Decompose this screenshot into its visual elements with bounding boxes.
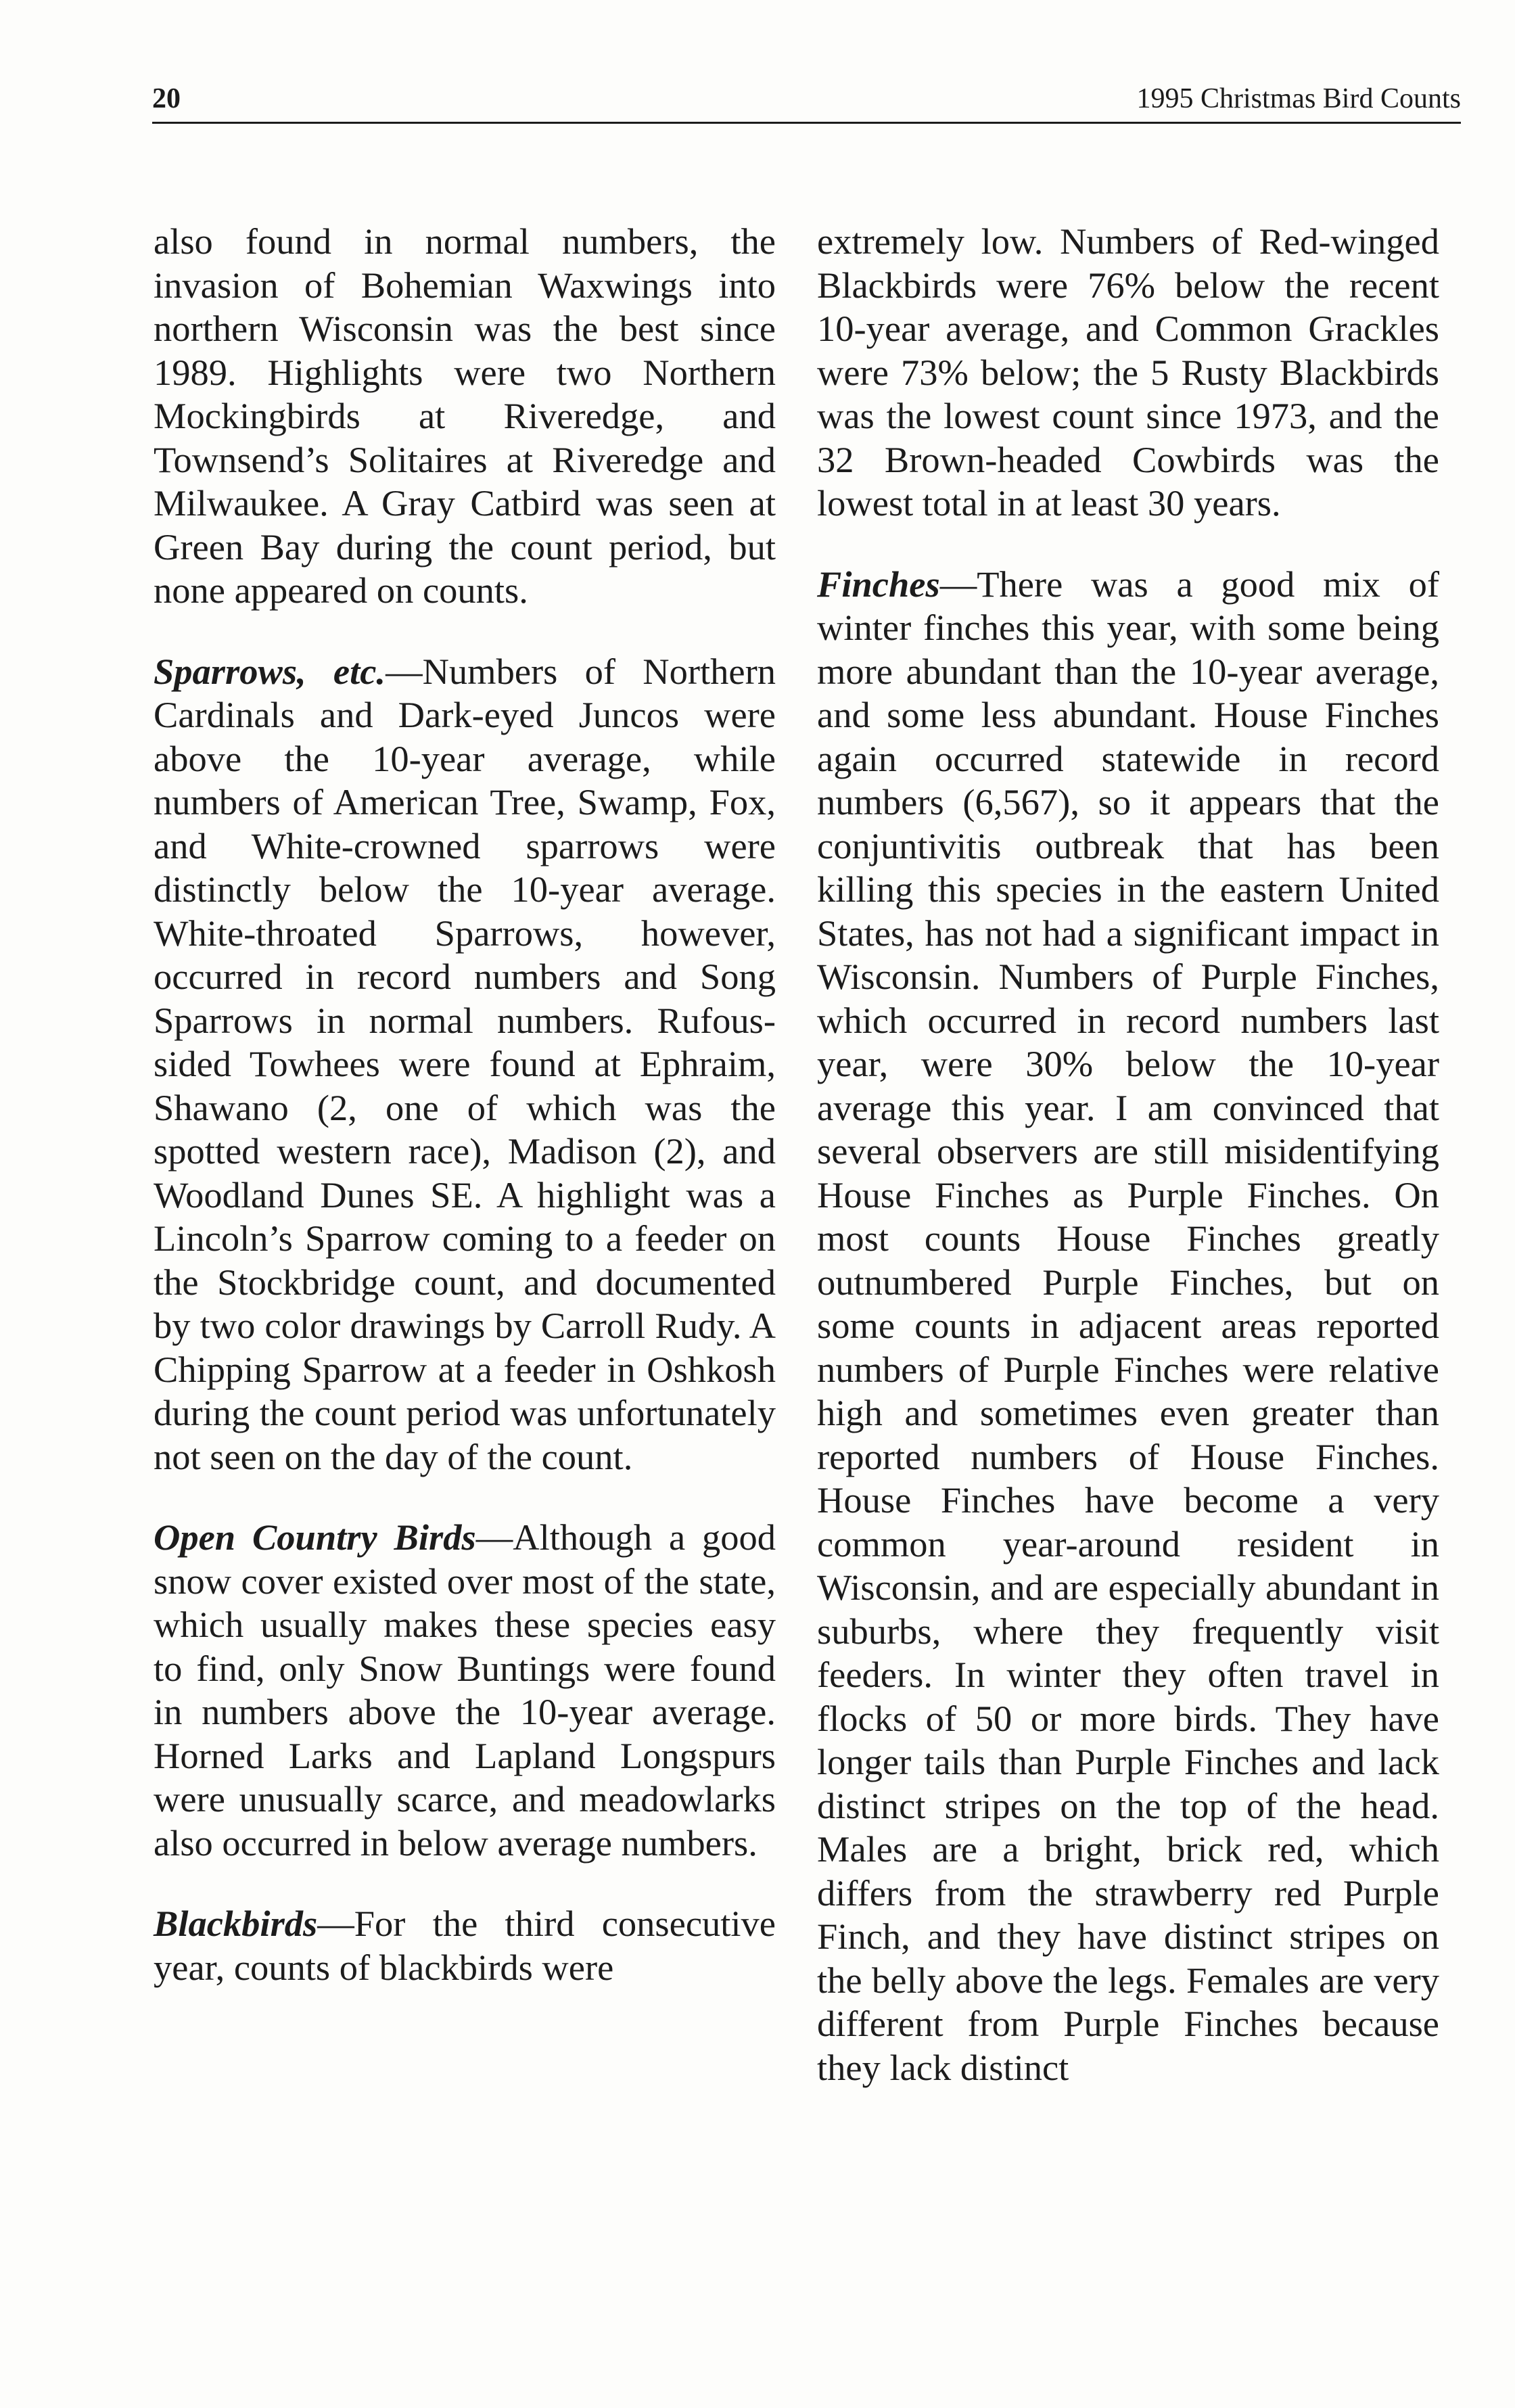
paragraph [154,650,776,1479]
paragraph-text: —There was a good mix of winter finches this year, with some being more abundant than the 10-year average, and some less abundant. House Finches again occurred statewide in record numbers (6,567), so it appears that the conjuntivitis outbreak that has been killing this species in the eastern United States, has not had a significant impact in Wisconsin. Numbers of Purple Finches, which occurred in record numbers last year, were 30% below the 10-year average this year. I am convinced that several observers are still misidentifying House Finches as Purple Finches. On most counts House Finches greatly outnumbered Purple Finches, but on some counts in adjacent areas reported numbers of Purple Finches were relative high and sometimes even greater than reported numbers of House Finches. House Finches have become a very common year-around resident in Wisconsin, and are especially abundant in suburbs, where they frequently visit feeders. In winter they often travel in flocks of 50 or more birds. They have longer tails than Purple Finches and lack distinct stripes on the top of the head. Males are a bright, brick red, which differs from the strawberry red Purple Finch, and they have distinct stripes on the belly above the legs. Females are very different from Purple Finches because they lack distinct [817,563,1439,2088]
paragraph: extremely low. Numbers of Red-winged Blackbirds were 76% below the recent 10-year average, and Common Grackles were 73% below; the 5 Rusty Blackbirds was the lowest count since 1973, and the 32 Brown-headed Cowbirds was the lowest total in at least 30 years. [817,221,1439,524]
page-number: 20 [152,83,181,114]
page-header [152,81,1461,124]
paragraph-text: —Numbers of Northern Cardinals and Dark-eyed Juncos were above the 10-year average, while numbers of American Tree, Swamp, Fox, and White-crowned sparrows were distinctly below the 10-year average. White-throated Sparrows, however, occurred in record numbers and Song Sparrows in normal numbers. Rufous-sided Towhees were found at Ephraim, Shawano (2, one of which was the spotted western race), Madison (2), and Woodland Dunes SE. A highlight was a Lincoln’s Sparrow coming to a feeder on the Stockbridge count, and documented by two color drawings by Carroll Rudy. A Chipping Sparrow at a feeder in Oshkosh during the count period was unfortunately not seen on the day of the count. [154,650,776,1477]
paragraph [154,1516,776,1865]
section-heading: Open Country Birds [154,1516,476,1558]
left-column [154,220,776,1989]
paragraph [154,1902,776,1989]
right-column [817,220,1439,2089]
paragraph: also found in normal numbers, the invasion of Bohemian Waxwings into northern Wisconsin was the best since 1989. Highlights were two Northern Mockingbirds at Riveredge, and Townsend’s Solitaires at Riveredge and Milwaukee. A Gray Catbird was seen at Green Bay during the count period, but none appeared on counts. [154,221,776,611]
section-heading: Blackbirds [154,1903,318,1944]
paragraph-text: —Although a good snow cover existed over most of the state, which usually makes these species easy to find, only Snow Buntings were found in numbers above the 10-year average. Horned Larks and Lapland Longspurs were unusually scarce, and meadowlarks also occurred in below average numbers. [154,1516,776,1863]
paragraph-text: —For the third consecutive year, counts of blackbirds were [154,1903,776,1988]
section-heading: Sparrows, etc. [154,650,386,692]
paragraph [817,563,1439,2090]
running-head: 1995 Christmas Bird Counts [1136,83,1461,114]
section-heading: Finches [817,563,940,605]
